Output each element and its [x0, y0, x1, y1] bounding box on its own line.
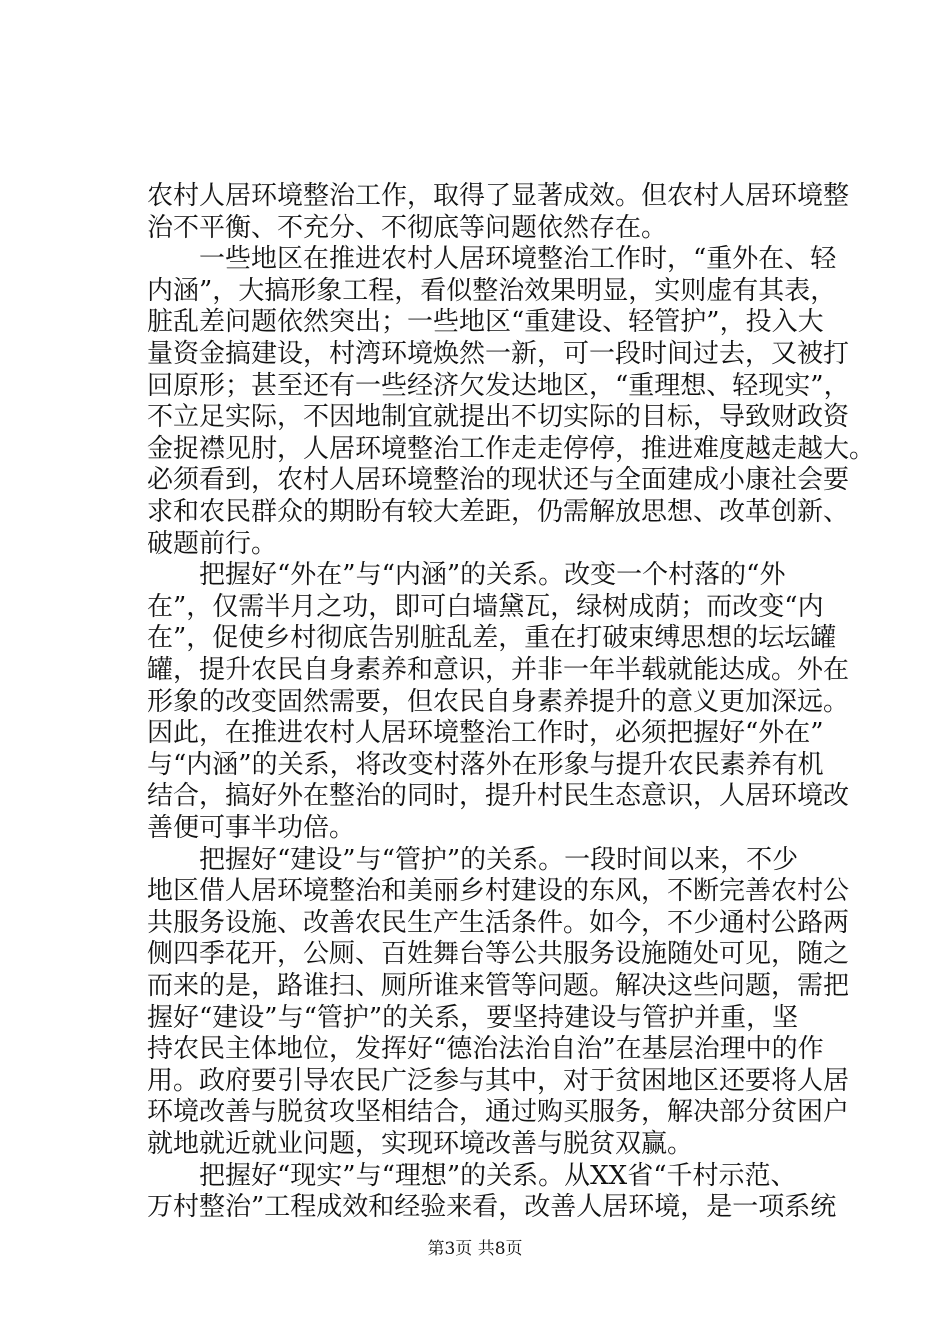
text-line: 与“内涵”的关系，将改变村落外在形象与提升农民素养有机	[147, 749, 824, 780]
text-line: 万村整治”工程成效和经验来看，改善人居环境，是一项系统	[147, 1192, 837, 1223]
text-line: 量资金搞建设，村湾环境焕然一新，可一段时间过去，又被打	[147, 339, 850, 369]
text-line: 金捉襟见肘，人居环境整治工作走走停停，推进难度越走越大。	[147, 433, 876, 464]
text-line: 结合，搞好外在整治的同时，提升村民生态意识，人居环境改	[147, 781, 850, 812]
page-footer: 第3页 共8页	[427, 1239, 523, 1259]
text-line: 内涵”，大搞形象工程，看似整治效果明显，实则虚有其表，	[147, 275, 837, 306]
text-line: 罐，提升农民自身素养和意识，并非一年半载就能达成。外在	[147, 655, 850, 685]
text-line: 在”，促使乡村彻底告别脏乱差，重在打破束缚思想的坛坛罐	[147, 623, 837, 654]
text-line: 把握好“建设”与“管护”的关系。一段时间以来，不少	[199, 844, 799, 875]
text-line: 握好“建设”与“管护”的关系，要坚持建设与管护并重，坚	[147, 1002, 799, 1033]
text-line: 不立足实际，不因地制宜就提出不切实际的目标，导致财政资	[147, 402, 850, 433]
text-line: 农村人居环境整治工作，取得了显著成效。但农村人居环境整	[147, 181, 850, 211]
text-line: 回原形；甚至还有一些经济欠发达地区，“重理想、轻现实”，	[147, 370, 850, 401]
text-line: 求和农民群众的期盼有较大差距，仍需解放思想、改革创新、	[147, 497, 850, 527]
text-line: 地区借人居环境整治和美丽乡村建设的东风，不断完善农村公	[147, 876, 850, 907]
text-line: 共服务设施、改善农民生产生活条件。如今，不少通村公路两	[147, 907, 850, 938]
text-line: 在”，仅需半月之功，即可白墙黛瓦，绿树成荫；而改变“内	[147, 591, 824, 622]
text-line: 把握好“外在”与“内涵”的关系。改变一个村落的“外	[199, 560, 786, 591]
body-text	[0, 176, 950, 1223]
text-line: 侧四季花开，公厕、百姓舞台等公共服务设施随处可见，随之	[147, 939, 850, 970]
text-line: 必须看到，农村人居环境整治的现状还与全面建成小康社会要	[147, 465, 850, 496]
text-line: 就地就近就业问题，实现环境改善与脱贫双赢。	[147, 1129, 694, 1159]
text-line: 破题前行。	[147, 528, 278, 559]
text-line: 持农民主体地位，发挥好“德治法治自治”在基层治理中的作	[147, 1034, 824, 1065]
text-line: 把握好“现实”与“理想”的关系。从XX省“千村示范、	[199, 1160, 797, 1191]
text-line: 善便可事半功倍。	[147, 813, 356, 843]
text-line: 环境改善与脱贫攻坚相结合，通过购买服务，解决部分贫困户	[147, 1097, 850, 1128]
text-line: 因此，在推进农村人居环境整治工作时，必须把握好“外在”	[147, 718, 824, 749]
text-line: 脏乱差问题依然突出；一些地区“重建设、轻管护”，投入大	[147, 307, 824, 338]
text-line: 形象的改变固然需要，但农民自身素养提升的意义更加深远。	[147, 686, 850, 717]
text-line: 治不平衡、不充分、不彻底等问题依然存在。	[147, 212, 668, 243]
text-line: 而来的是，路谁扫、厕所谁来管等问题。解决这些问题，需把	[147, 971, 850, 1001]
text-line: 用。政府要引导农民广泛参与其中，对于贫困地区还要将人居	[147, 1065, 850, 1096]
text-line: 一些地区在推进农村人居环境整治工作时，“重外在、轻	[199, 244, 837, 275]
